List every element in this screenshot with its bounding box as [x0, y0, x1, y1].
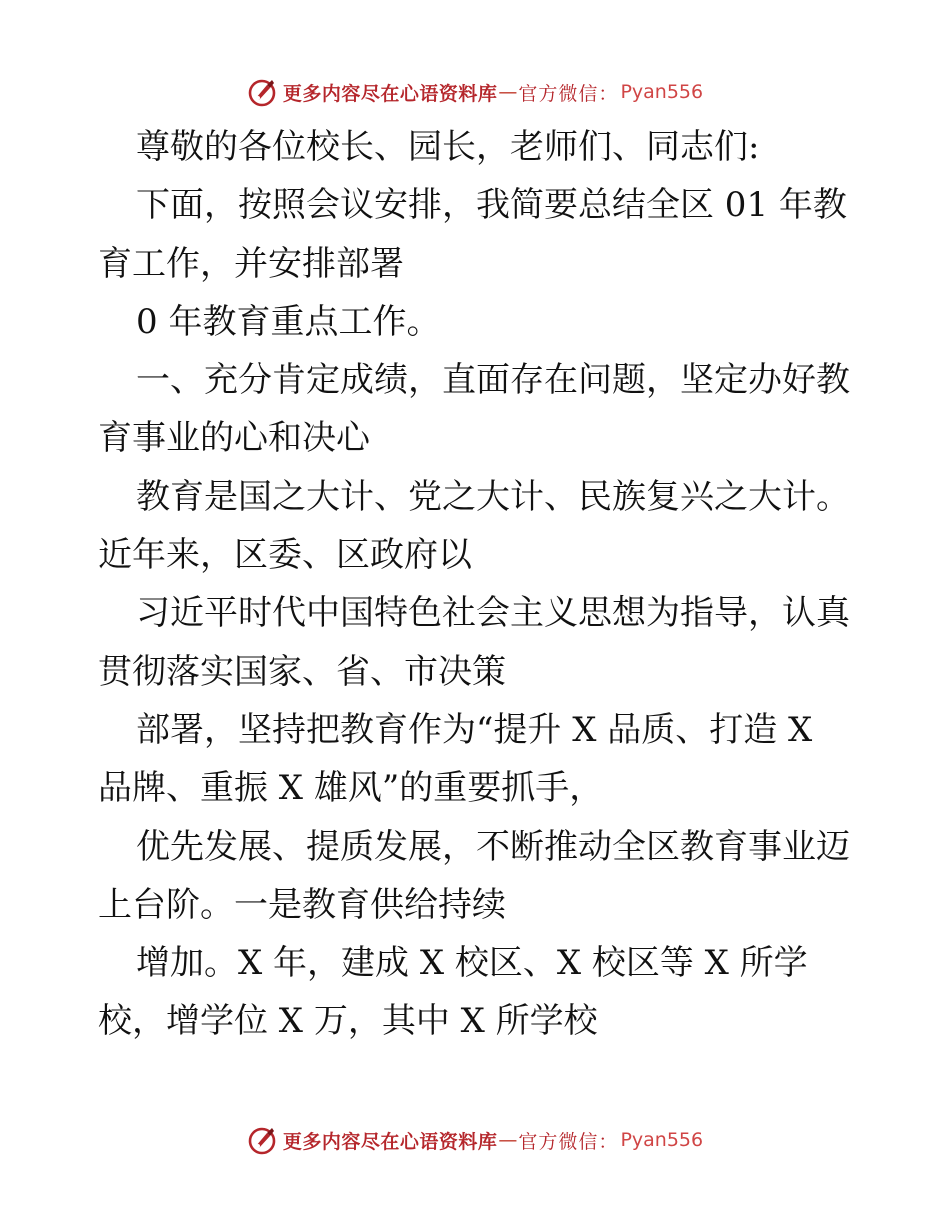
body-line: 尊敬的各位校长、园长，老师们、同志们:	[136, 127, 760, 167]
header-banner	[0, 72, 950, 112]
body-line: 品牌、重振 X 雄风”的重要抓手，	[98, 768, 604, 809]
banner-wechat-account: Pyan556	[620, 81, 704, 103]
body-line: 上台阶。一是教育供给持续	[98, 884, 506, 925]
body-line: 育事业的心和决心	[98, 418, 370, 459]
body-line: 贯彻落实国家、省、市决策	[98, 651, 506, 692]
body-line: 优先发展、提质发展，不断推动全区教育事业迈	[136, 826, 850, 867]
banner-wechat-account: Pyan556	[620, 1129, 704, 1151]
body-line: 部署，坚持把教育作为“提升 X 品质、打造 X	[136, 709, 813, 750]
banner-main-text: 更多内容尽在心语资料库	[282, 82, 498, 105]
banner-separator: —	[498, 81, 518, 103]
body-line: 校，增学位 X 万，其中 X 所学校	[98, 1001, 598, 1042]
body-line: 下面，按照会议安排，我简要总结全区 01 年教	[136, 185, 847, 226]
body-line: 习近平时代中国特色社会主义思想为指导，认真	[136, 593, 850, 634]
banner-wechat-label: 官方微信：	[518, 82, 619, 105]
banner-separator: —	[498, 1129, 518, 1151]
body-line: 一、充分肯定成绩，直面存在问题，坚定办好教	[136, 360, 850, 401]
body-line: 0 年教育重点工作。	[136, 301, 441, 342]
document-body	[98, 118, 858, 1051]
banner-wechat-label: 官方微信：	[518, 1130, 619, 1153]
body-line: 近年来，区委、区政府以	[98, 535, 472, 576]
body-line: 教育是国之大计、党之大计、民族复兴之大计。	[136, 476, 850, 517]
body-line: 增加。X 年，建成 X 校区、X 校区等 X 所学	[136, 943, 808, 984]
body-line: 育工作，并安排部署	[98, 243, 404, 284]
footer-banner	[0, 1120, 950, 1160]
pen-seal-logo-icon	[247, 1125, 277, 1155]
pen-seal-logo-icon	[247, 77, 277, 107]
banner-main-text: 更多内容尽在心语资料库	[282, 1130, 498, 1153]
